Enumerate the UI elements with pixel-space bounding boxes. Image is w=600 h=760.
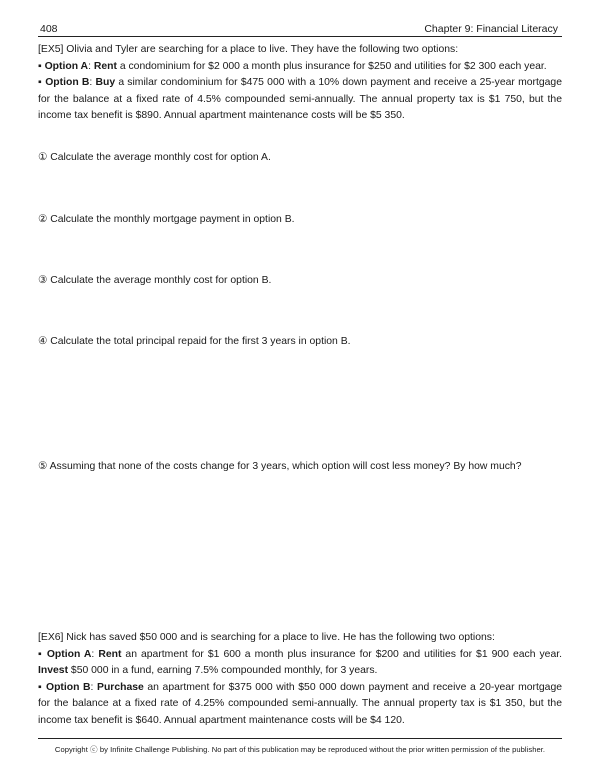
copyright-notice: Copyright ⓒ by Infinite Challenge Publishing. No part of this publication may be reproduced without the prior written permission of the publisher. xyxy=(54,745,546,754)
bullet-icon: ▪ xyxy=(38,681,43,693)
exercise-5 xyxy=(38,42,562,125)
option-verb: Rent xyxy=(93,60,117,72)
page-header xyxy=(38,20,562,37)
page-number: 408 xyxy=(40,23,58,35)
option-verb: Buy xyxy=(95,77,116,88)
option-label: Option B xyxy=(45,77,90,88)
exercise-6-option-b xyxy=(38,680,562,730)
option-text-invest: $50 000 in a fund, earning 7.5% compounded monthly, for 3 years. xyxy=(68,665,378,676)
question-5: ⑤ Assuming that none of the costs change for 3 years, which option will cost less money? By how much? xyxy=(38,461,522,472)
option-separator: : xyxy=(89,77,93,88)
bullet-icon: ▪ xyxy=(38,60,42,72)
option-label: Option A xyxy=(46,648,92,660)
question-3: ③ Calculate the average monthly cost for option B. xyxy=(38,275,272,286)
option-verb-invest: Invest xyxy=(38,665,69,676)
option-text: a similar condominium for $475 000 with a 10% down payment and receive a 25-year mortgage for the balance at a fixed rate of 4.5% compounded semi-annually. The annual property tax is $1 750, but the income tax benefit is $890. Annual apartment maintenance costs will be $5 350. xyxy=(38,77,562,121)
exercise-6-option-a xyxy=(38,647,562,680)
option-text: a condominium for $2 000 a month plus insurance for $250 and utilities for $2 300 each year. xyxy=(116,60,547,72)
question-1: ① Calculate the average monthly cost for option A. xyxy=(38,152,271,163)
exercise-5-option-a xyxy=(38,59,562,76)
option-verb: Purchase xyxy=(97,681,144,693)
question-2: ② Calculate the monthly mortgage payment in option B. xyxy=(38,214,295,225)
exercise-6-intro: [EX6] Nick has saved $50 000 and is searching for a place to live. He has the following two options: xyxy=(38,632,495,643)
page-footer xyxy=(38,738,562,759)
exercise-6 xyxy=(38,630,562,729)
bullet-icon: ▪ xyxy=(38,77,42,88)
exercise-5-intro: [EX5] Olivia and Tyler are searching for a place to live. They have the following two options: xyxy=(38,44,459,55)
option-text: an apartment for $375 000 with $50 000 down payment and receive a 20-year mortgage for the balance at a fixed rate of 4.25% compounded semi-annually. The annual property tax is $1 350, but the income tax benefit is $640. Annual apartment maintenance costs will be $4 120. xyxy=(38,681,563,726)
option-text: an apartment for $1 600 a month plus insurance for $200 and utilities for $1 900 each year. xyxy=(121,648,563,660)
option-separator: : xyxy=(88,60,91,72)
option-separator: : xyxy=(91,648,95,660)
option-separator: : xyxy=(90,681,94,693)
chapter-title: Chapter 9: Financial Literacy xyxy=(424,23,558,35)
question-4: ④ Calculate the total principal repaid for the first 3 years in option B. xyxy=(38,336,351,347)
bullet-icon: ▪ xyxy=(38,648,43,660)
exercise-5-option-b xyxy=(38,75,562,125)
option-verb: Rent xyxy=(98,648,122,660)
option-label: Option A xyxy=(44,60,89,72)
option-label: Option B xyxy=(45,681,91,693)
